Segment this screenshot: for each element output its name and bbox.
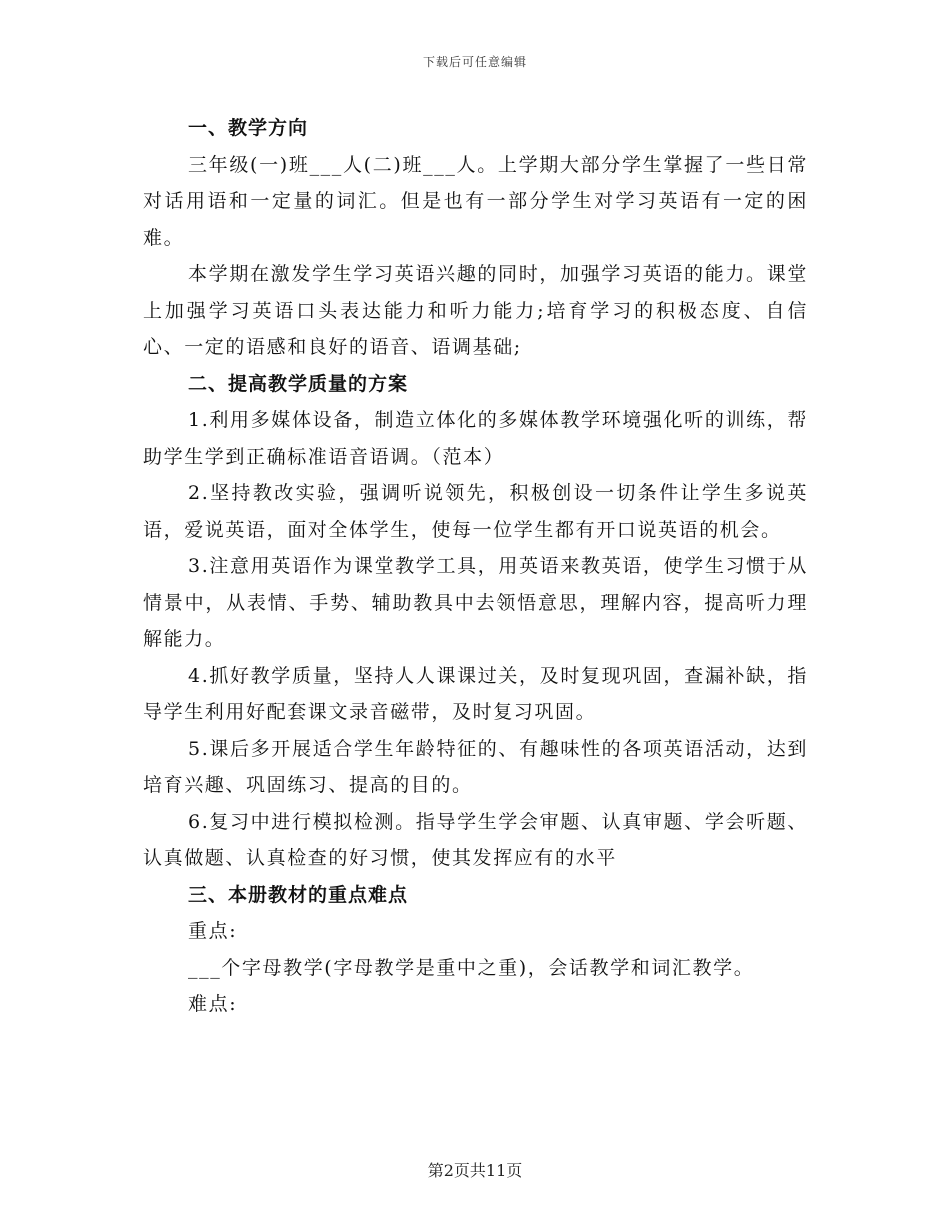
section-2-item-3: 3.注意用英语作为课堂教学工具，用英语来教英语，使学生习惯于从情景中，从表情、手势、辅助教具中去领悟意思，理解内容，提高听力理解能力。: [143, 555, 808, 650]
section-2-heading: 二、提高教学质量的方案: [188, 372, 409, 395]
section-1-paragraph-1: 三年级(一)班___人(二)班___人。上学期大部分学生掌握了一些日常对话用语和一定量的词汇。但是也有一部分学生对学习英语有一定的困难。: [143, 153, 808, 249]
key-points-label: 重点:: [188, 920, 238, 942]
section-2-item-6: 6.复习中进行模拟检测。指导学生学会审题、认真审题、学会听题、认真做题、认真检查的好习惯，使其发挥应有的水平: [143, 810, 808, 869]
page-number: 第2页共11页: [427, 1161, 523, 1180]
section-2-item-5: 5.课后多开展适合学生年龄特征的、有趣味性的各项英语活动，达到培育兴趣、巩固练习、提高的目的。: [143, 737, 808, 796]
key-points-text: ___个字母教学(字母教学是重中之重)，会话教学和词汇教学。: [188, 956, 755, 979]
section-1-heading: 一、教学方向: [188, 117, 309, 139]
section-2-item-4: 4.抓好教学质量，坚持人人课课过关，及时复现巩固，查漏补缺，指导学生利用好配套课文录音磁带，及时复习巩固。: [143, 664, 808, 723]
section-1-paragraph-2: 本学期在激发学生学习英语兴趣的同时，加强学习英语的能力。课堂上加强学习英语口头表达能力和听力能力;培育学习的积极态度、自信心、一定的语感和良好的语音、语调基础;: [143, 263, 808, 358]
document-body: [143, 110, 808, 1023]
difficulty-label: 难点:: [188, 993, 238, 1015]
section-2-item-2: 2.坚持教改实验，强调听说领先，积极创设一切条件让学生多说英语，爱说英语，面对全体学生，使每一位学生都有开口说英语的机会。: [143, 482, 808, 541]
page-header-note: 下载后可任意编辑: [422, 55, 527, 69]
section-2-item-1: 1.利用多媒体设备，制造立体化的多媒体教学环境强化听的训练，帮助学生学到正确标准语音语调。（范本）: [143, 409, 808, 468]
section-3-heading: 三、本册教材的重点难点: [188, 883, 409, 906]
